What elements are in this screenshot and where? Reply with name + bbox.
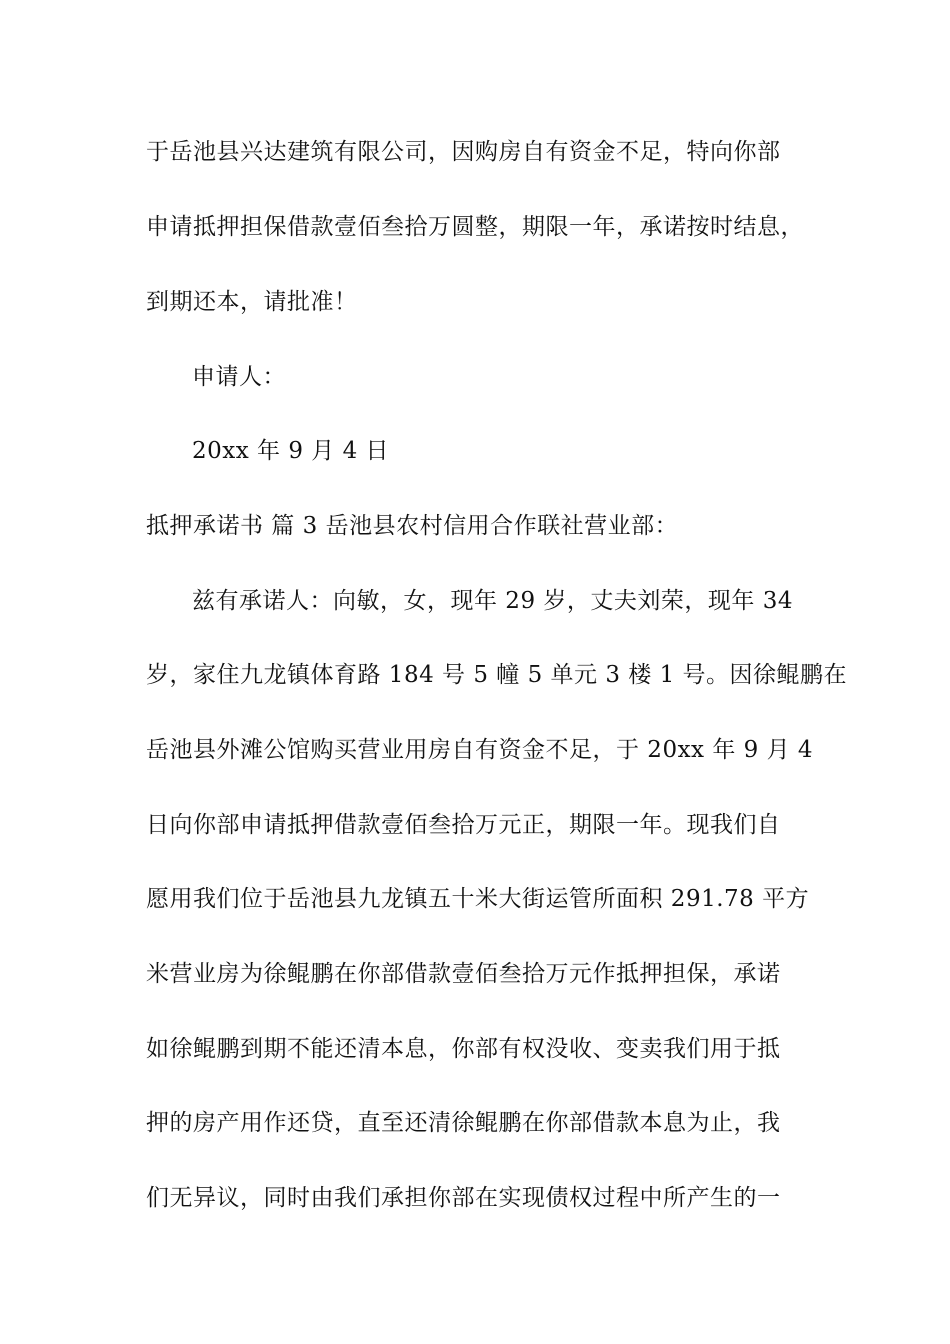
paragraph-line: 押的房产用作还贷，直至还清徐鲲鹏在你部借款本息为止，我	[146, 1110, 781, 1136]
paragraph-line: 岁，家住九龙镇体育路 184 号 5 幢 5 单元 3 楼 1 号。因徐鲲鹏在	[146, 662, 848, 688]
paragraph-line: 申请抵押担保借款壹佰叁拾万圆整，期限一年，承诺按时结息，	[146, 214, 804, 240]
paragraph-line: 日向你部申请抵押借款壹佰叁拾万元正，期限一年。现我们自	[146, 812, 781, 838]
paragraph-line: 愿用我们位于岳池县九龙镇五十米大街运管所面积 291.78 平方	[146, 886, 810, 912]
date-line: 20xx 年 9 月 4 日	[192, 438, 390, 464]
applicant-label: 申请人：	[192, 364, 286, 390]
paragraph-line: 兹有承诺人：向敏，女，现年 29 岁，丈夫刘荣，现年 34	[192, 588, 793, 614]
paragraph-line: 们无异议，同时由我们承担你部在实现债权过程中所产生的一	[146, 1185, 781, 1211]
paragraph-line: 岳池县外滩公馆购买营业用房自有资金不足，于 20xx 年 9 月 4	[146, 737, 814, 763]
paragraph-line: 米营业房为徐鲲鹏在你部借款壹佰叁拾万元作抵押担保，承诺	[146, 961, 781, 987]
paragraph-line: 到期还本，请批准！	[146, 289, 358, 315]
section-heading: 抵押承诺书 篇 3 岳池县农村信用合作联社营业部：	[146, 513, 679, 539]
paragraph-line: 于岳池县兴达建筑有限公司，因购房自有资金不足，特向你部	[146, 139, 781, 165]
paragraph-line: 如徐鲲鹏到期不能还清本息，你部有权没收、变卖我们用于抵	[146, 1036, 781, 1062]
